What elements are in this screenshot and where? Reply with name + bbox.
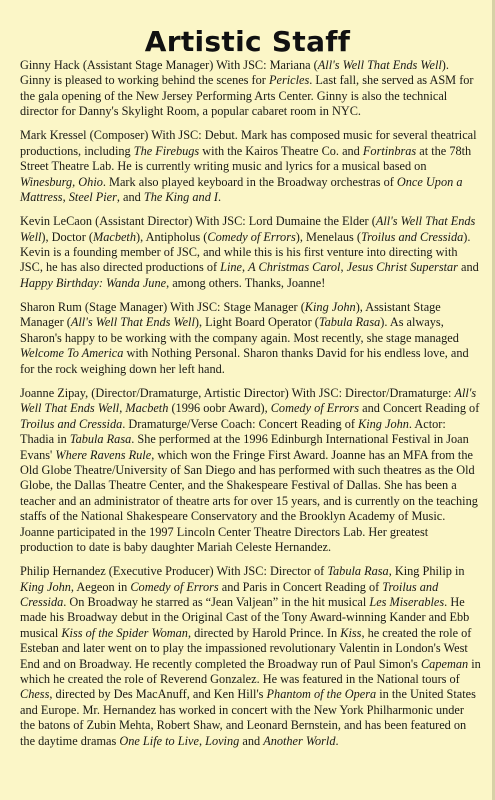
bio-italic-title: All's Well That Ends Well	[20, 385, 477, 416]
bio-text: and Concert Reading of	[359, 401, 480, 416]
bio-italic-title: Tabula Rasa	[327, 564, 389, 579]
bio-italic-title: Capeman	[420, 656, 469, 671]
bio-italic-title: Macbeth	[92, 229, 136, 244]
bio-text: ), Light Board Operator (	[194, 315, 319, 330]
bio-italic-title: Jesus Christ Superstar	[346, 260, 458, 275]
bio-text: in which he created the role of Reverend Gonzalez. He was featured in the National tours of	[20, 656, 481, 687]
bio-italic-title: Phantom of the Opera	[266, 687, 377, 702]
bio-italic-title: Kiss of the Spider Woman	[61, 625, 188, 640]
bio-text: Joanne Zipay, (Director/Dramaturge, Artistic Director) With JSC: Director/Dramaturge:	[20, 385, 455, 400]
bio-text: and	[239, 733, 264, 748]
bio-italic-title: Comedy of Errors	[207, 229, 296, 244]
bio-italic-title: Chess	[20, 687, 50, 702]
bio-italic-title: Kiss	[340, 625, 362, 640]
bio-italic-title: Comedy of Errors	[130, 579, 219, 594]
bio-italic-title: Fortinbras	[362, 143, 417, 158]
bio-text: Ginny Hack (Assistant Stage Manager) With JSC: Mariana (	[20, 58, 318, 72]
bio-text: ,	[242, 260, 249, 275]
bio-text: , King Philip in	[388, 564, 465, 579]
bio-italic-title: All's Well That Ends Well	[70, 315, 195, 330]
bio-sharon-rum	[20, 300, 482, 377]
bio-text: ). Kevin is a founding member of JSC, and while this is his first venture into directing with JSC, he has also directed productions of	[20, 229, 471, 275]
bio-text: Philip Hernandez (Executive Producer) With JSC: Director of	[20, 564, 328, 579]
bio-text: Kevin LeCaon (Assistant Director) With JSC: Lord Dumaine the Elder (	[20, 214, 376, 229]
bio-text: . She performed at the 1996 Edinburgh International Festival in Joan Evans'	[20, 432, 469, 462]
bio-italic-title: Loving	[205, 733, 240, 748]
bio-text: , Aegeon in	[70, 579, 131, 594]
bio-italic-title: Once Upon a Mattress	[20, 174, 463, 205]
bio-italic-title: The Firebugs	[133, 143, 200, 158]
bio-italic-title: Steel Pier	[68, 190, 117, 205]
bio-italic-title: All's Well That Ends Well	[317, 58, 442, 72]
bio-text: ,	[119, 401, 126, 416]
bio-italic-title: King John	[20, 579, 71, 594]
bio-italic-title: Troilus and Cressida	[20, 579, 439, 609]
bio-text: with the Kairos Theatre Co. and	[199, 143, 363, 158]
bio-italic-title: Where Ravens Rule	[55, 447, 152, 462]
bio-text: . On Broadway he starred as “Jean Valjean” in the hit musical	[63, 594, 370, 609]
bio-text: ), Doctor (	[41, 229, 93, 244]
bio-italic-title: One Life to Live	[119, 733, 199, 748]
bio-italic-title: Welcome To America	[20, 346, 124, 361]
bio-text: , directed by Des MacAnuff, and Ken Hill's	[49, 687, 267, 702]
bio-ginny-hack	[20, 58, 482, 120]
bio-text: (1996 oobr Award),	[168, 401, 271, 416]
bio-text: , and	[116, 190, 144, 205]
bio-italic-title: Comedy of Errors	[270, 401, 360, 416]
bio-text: . Mark also played keyboard in the Broadway orchestras of	[102, 174, 397, 189]
bio-text: in the United States and Europe. Mr. Hernandez has worked in concert with the New York Philharmonic under the batons of Zubin Mehta, Robert Shaw, and Leonard Bernstein, and has been featured on the daytime dramas	[20, 687, 476, 748]
bio-text: .	[218, 190, 222, 205]
bio-text: . Dramaturge/Verse Coach: Concert Reading of	[122, 416, 359, 431]
bio-italic-title: King John	[358, 416, 409, 431]
bio-mark-kressel	[20, 128, 482, 205]
bio-text: ,	[62, 190, 69, 205]
bio-text: . Actor: Thadia in	[20, 416, 446, 447]
bio-text: .	[335, 733, 339, 748]
bio-text: , directed by Harold Prince. In	[187, 625, 341, 640]
bio-italic-title: Happy Birthday: Wanda June	[20, 275, 167, 290]
bio-text: , among others. Thanks, Joanne!	[166, 275, 326, 290]
bio-italic-title: Troilus and Cressida	[20, 416, 123, 431]
bio-text: and Paris in Concert Reading of	[218, 579, 383, 594]
bio-text: , which won the Fringe First Award. Joanne has an MFA from the Old Globe Theatre/University of San Diego and has performed with such theatres as the Old Globe, the Dallas Theatre Center, and the Shakespeare Festival of Dallas. She has been a teacher and an administrator of theatre arts for over 15 years, and is currently on the teaching staffs of the National Shakespeare Conservatory and the Brooklyn Academy of Music. Joanne participated in the 1997 Lincoln Center Theatre Directors Lab. Her greatest production to date is baby daughter Mariah Celeste Hernandez.	[20, 447, 478, 554]
bio-italic-title: Troilus and Cressida	[361, 229, 464, 244]
bio-italic-title: Macbeth	[125, 401, 169, 416]
bio-text: with Nothing Personal. Sharon thanks David for his endless love, and for the rock weighing down her left hand.	[20, 346, 469, 376]
bio-italic-title: Another World	[263, 733, 336, 748]
bio-italic-title: All's Well That Ends Well	[20, 214, 476, 244]
bio-text: , he created the role of Esteban and later went on to play the impassioned revolutionary Valentin in London's West End and on Broadway. He recently completed the Broadway run of Paul Simon's	[20, 625, 472, 671]
bio-text: . Last fall, she served as ASM for the gala opening of the New Jersey Performing Arts Center. Ginny is also the technical director for Danny's Skylight Room, a popular cabaret room in NYC.	[20, 73, 474, 119]
bio-joanne-zipay	[20, 386, 482, 555]
bio-list	[20, 58, 482, 758]
bio-italic-title: Tabula Rasa	[318, 315, 381, 330]
bio-text: ). As always, Sharon's happy to be working with the company again. Most recently, she stage managed	[20, 315, 459, 345]
bio-philip-hernandez	[20, 564, 482, 749]
bio-text: ). Ginny is pleased to working behind the scenes for	[20, 58, 449, 88]
bio-italic-title: Line	[220, 260, 243, 275]
bio-text: ), Antipholus (	[136, 229, 208, 244]
bio-text: Sharon Rum (Stage Manager) With JSC: Stage Manager (	[20, 300, 305, 315]
bio-italic-title: Tabula Rasa	[69, 432, 132, 447]
bio-kevin-lecaon	[20, 214, 482, 291]
bio-text: ), Menelaus (	[295, 229, 361, 244]
bio-text: Mark Kressel (Composer) With JSC: Debut. Mark has composed music for several theatrical productions, including	[20, 128, 477, 158]
bio-text: ), Assistant Stage Manager (	[20, 300, 441, 330]
bio-text: ,	[340, 260, 347, 275]
page-title: Artistic Staff	[144, 24, 351, 58]
bio-text: . He made his Broadway debut in the Original Cast of the Tony Award-winning Kander and Ebb musical	[20, 594, 470, 640]
bio-text: at the 78th Street Theatre Lab. He is currently writing music and lyrics for a musical based on	[20, 143, 472, 174]
bio-italic-title: Winesburg, Ohio	[20, 174, 103, 189]
bio-italic-title: The King and I	[143, 190, 219, 205]
bio-italic-title: King John	[304, 300, 356, 315]
bio-italic-title: Pericles	[268, 73, 310, 88]
bio-text: ,	[198, 733, 206, 748]
bio-text: and	[457, 260, 479, 275]
bio-italic-title: Les Miserables	[369, 594, 445, 609]
bio-italic-title: A Christmas Carol	[248, 260, 341, 275]
